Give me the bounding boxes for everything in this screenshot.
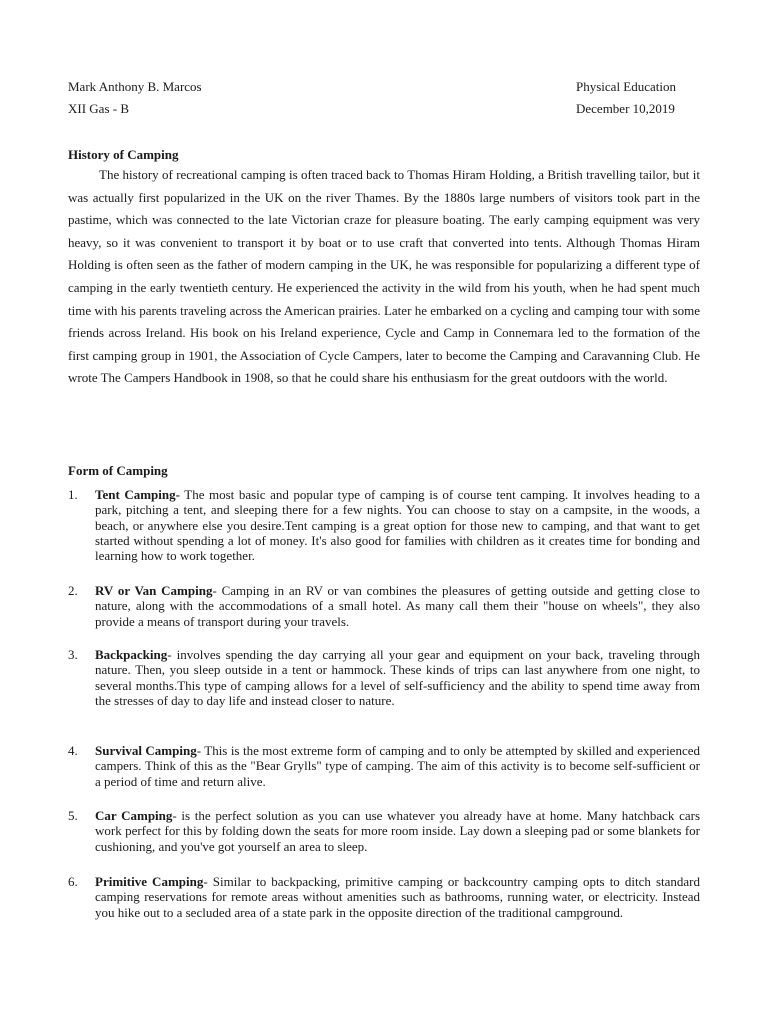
forms-heading: Form of Camping <box>68 463 168 478</box>
author-name: Mark Anthony B. Marcos <box>68 79 202 94</box>
list-item-term: RV or Van Camping <box>95 583 213 598</box>
list-item-body <box>95 808 700 854</box>
list-item-number: 1. <box>68 487 78 502</box>
list-item-number: 2. <box>68 583 78 598</box>
list-item-term: Tent Camping- <box>95 487 180 502</box>
list-item-number: 3. <box>68 647 78 662</box>
list-item-text: - Camping in an RV or van combines the pleasures of getting outside and getting close to nature, along with the accommodations of a small hotel. As many call them their "house on wheels", they also provide a means of transport during your travels. <box>95 583 700 629</box>
list-item-text: - This is the most extreme form of camping and to only be attempted by skilled and experienced campers. Think of this as the "Bear Grylls" type of camping. The aim of this activity is to become self-sufficient or a period of time and return alive. <box>95 743 700 789</box>
list-item-number: 5. <box>68 808 78 823</box>
date: December 10,2019 <box>576 101 675 116</box>
list-item-body <box>95 487 700 563</box>
history-heading: History of Camping <box>68 147 179 162</box>
class-section: XII Gas - B <box>68 101 130 116</box>
list-item-text: - is the perfect solution as you can use whatever you already have at home. Many hatchback cars work perfect for this by folding down the seats for more room inside. Lay down a sleeping pad or some blankets for cushioning, and you've got yourself an area to sleep. <box>95 808 700 854</box>
list-item-number: 4. <box>68 743 78 758</box>
list-item-text: The most basic and popular type of camping is of course tent camping. It involves heading to a park, pitching a tent, and sleeping there for a few nights. You can choose to stay on a campsite, in the woods, a beach, or anywhere else you desire.Tent camping is a great option for those new to camping, and that want to get started without spending a lot of money. It's also good for families with children as it creates time for bonding and learning how to work together. <box>95 487 700 564</box>
subject: Physical Education <box>576 79 677 94</box>
list-item-body <box>95 647 700 708</box>
list-item-term: Primitive Camping <box>95 874 204 889</box>
list-item-body <box>95 874 700 920</box>
list-item-term: Backpacking <box>95 647 168 662</box>
list-item-text: - involves spending the day carrying all your gear and equipment on your back, traveling through nature. Then, you sleep outside in a tent or hammock. These kinds of trips can last anywhere from one night, to several months.This type of camping allows for a level of self-sufficiency and the ability to spend time away from the stresses of day to day life and instead closer to nature. <box>95 647 700 708</box>
list-item-term: Survival Camping <box>95 743 197 758</box>
list-item-number: 6. <box>68 874 78 889</box>
history-paragraph: The history of recreational camping is often traced back to Thomas Hiram Holding, a British travelling tailor, but it was actually first popularized in the UK on the river Thames. By the 1880s large numbers of visitors took part in the pastime, which was connected to the late Victorian craze for pleasure boating. The early camping equipment was very heavy, so it was convenient to transport it by boat or to use craft that converted into tents. Although Thomas Hiram Holding is often seen as the father of modern camping in the UK, he was responsible for popularizing a different type of camping in the early twentieth century. He experienced the activity in the wild from his youth, when he had spent much time with his parents traveling across the American prairies. Later he embarked on a cycling and camping tour with some friends across Ireland. His book on his Ireland experience, Cycle and Camp in Connemara led to the formation of the first camping group in 1901, the Association of Cycle Campers, later to become the Camping and Caravanning Club. He wrote The Campers Handbook in 1908, so that he could share his enthusiasm for the great outdoors with the world. <box>68 167 700 386</box>
list-item-text: - Similar to backpacking, primitive camping or backcountry camping opts to ditch standard camping reservations for remote areas without amenities such as bathrooms, running water, or electricity. Instead you hike out to a secluded area of a state park in the opposite direction of the traditional campground. <box>95 874 700 920</box>
list-item-body <box>95 743 700 789</box>
list-item-body <box>95 583 700 629</box>
list-item-term: Car Camping <box>95 808 173 823</box>
